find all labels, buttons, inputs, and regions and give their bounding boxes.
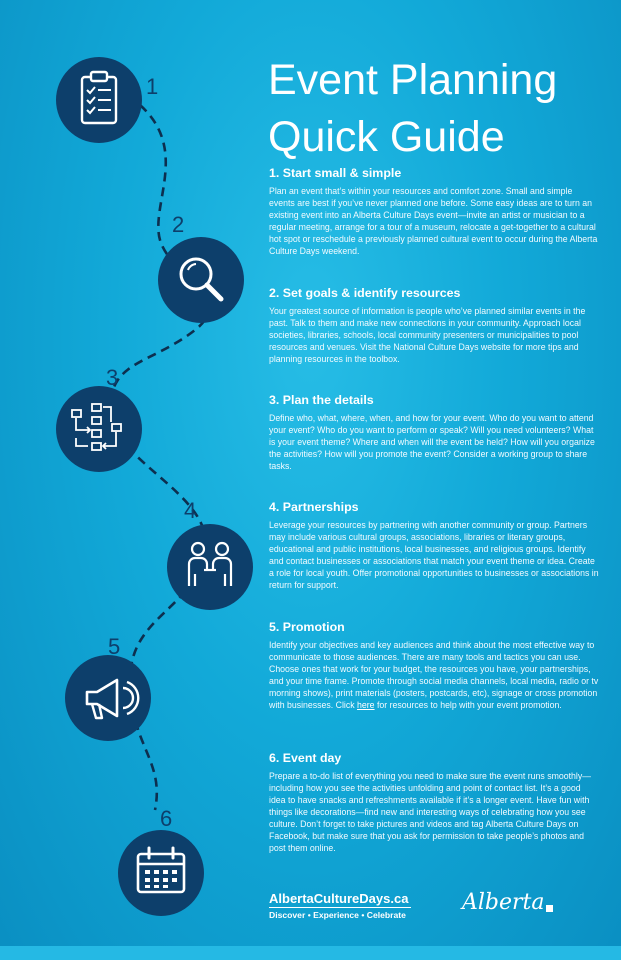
flowchart-icon — [56, 386, 142, 472]
section-heading: 2. Set goals & identify resources — [269, 286, 461, 300]
section-body — [269, 639, 599, 711]
alberta-logo: Alberta — [462, 890, 545, 915]
magnifier-icon — [158, 237, 244, 323]
step-number: 1 — [146, 74, 159, 99]
step-number: 2 — [172, 212, 185, 237]
section-set-goals — [269, 286, 599, 365]
footer-divider — [269, 907, 411, 908]
step-number: 6 — [160, 806, 173, 831]
footer-tagline: Discover • Experience • Celebrate — [269, 910, 406, 920]
step-4-circle — [167, 524, 253, 610]
section-heading: 5. Promotion — [269, 620, 345, 634]
section-start-small — [269, 166, 599, 257]
calendar-icon — [118, 830, 204, 916]
people-icon — [167, 524, 253, 610]
section-heading: 4. Partnerships — [269, 500, 359, 514]
promotion-text-before-link: Identify your objectives and key audiences and think about the most effective way to communicate to those audiences. There are many tools and tactics you can use. Choose ones that work for your budget, the resources you have, your partnerships, and your time frame. Promote through social media channels, local media, radio or tv morning shows), print materials (posters, postcards, etc), signage or cross promotion with businesses. Click — [269, 640, 599, 711]
step-5-circle — [65, 655, 151, 741]
step-2-circle — [158, 237, 244, 323]
page-title — [268, 52, 598, 166]
section-body: Plan an event that’s within your resources and comfort zone. Small and simple events are best if you’ve never planned one before. Some easy ideas are to turn an existing event into an Alberta Culture Days event—invite an artist or musician to a regular meeting, arrange for a tour of a museum, relocate a get-together to a cultural hot spot or reschedule a previously planned cultural event to occur during the Alberta Culture Days weekend. — [269, 186, 598, 257]
section-heading: 1. Start small & simple — [269, 166, 402, 180]
megaphone-icon — [65, 655, 151, 741]
step-1-circle — [56, 57, 142, 143]
promotion-text-after-link: for resources to help with your event promotion. — [374, 700, 562, 711]
section-plan-details — [269, 393, 599, 472]
section-body: Prepare a to-do list of everything you need to make sure the event runs smoothly—including how you see the activities unfolding and point of contact list. It’s a good idea to have snacks and refreshments available if it’s a longer event. Have fun with things like decorations—find new and interesting ways of celebrating how you see culture. Don’t forget to take pictures and videos and tag Alberta Culture Days on Facebook, but make sure that you ask for permission to take people’s photos and post them online. — [269, 771, 591, 854]
bottom-bar — [0, 946, 621, 960]
section-heading: 3. Plan the details — [269, 393, 374, 407]
section-body: Define who, what, where, when, and how for your event. Who do you want to attend your event? Who do you want to perform or speak? Will you need volunteers? What is your event theme? Where and when will the event be held? How will you organize the activities? How will you promote the event? Consider a working group to share tasks. — [269, 413, 595, 472]
promotion-resources-link[interactable]: here — [357, 700, 375, 711]
step-number: 5 — [108, 634, 121, 659]
title-line-1: Event Planning — [268, 56, 558, 104]
section-partnerships — [269, 500, 599, 591]
section-event-day — [269, 751, 599, 854]
section-body: Your greatest source of information is people who’ve planned similar events in the past. Talk to them and make new connections in your community. Approach local societies, libraries, schools, local community presenters or municipalities to pool resources and venues. Visit the National Culture Days website for more tips and planning resources in the toolbox. — [269, 306, 586, 365]
section-heading: 6. Event day — [269, 751, 342, 765]
footer-website[interactable]: AlbertaCultureDays.ca — [269, 891, 409, 906]
section-promotion — [269, 620, 599, 711]
step-6-circle — [118, 830, 204, 916]
alberta-logo-flag — [546, 905, 553, 912]
section-body: Leverage your resources by partnering with another community or group. Partners may include various cultural groups, associations, libraries or literary groups, educational and public institutions, local businesses, and religious groups. Identify and contact businesses or associations that match your event theme or idea. Create a role for local youth. Offer promotional opportunities to businesses or associations in return for support. — [269, 520, 599, 591]
clipboard-icon — [56, 57, 142, 143]
step-number: 4 — [184, 498, 197, 523]
step-number: 3 — [106, 365, 119, 390]
step-3-circle — [56, 386, 142, 472]
title-line-2: Quick Guide — [268, 113, 505, 161]
